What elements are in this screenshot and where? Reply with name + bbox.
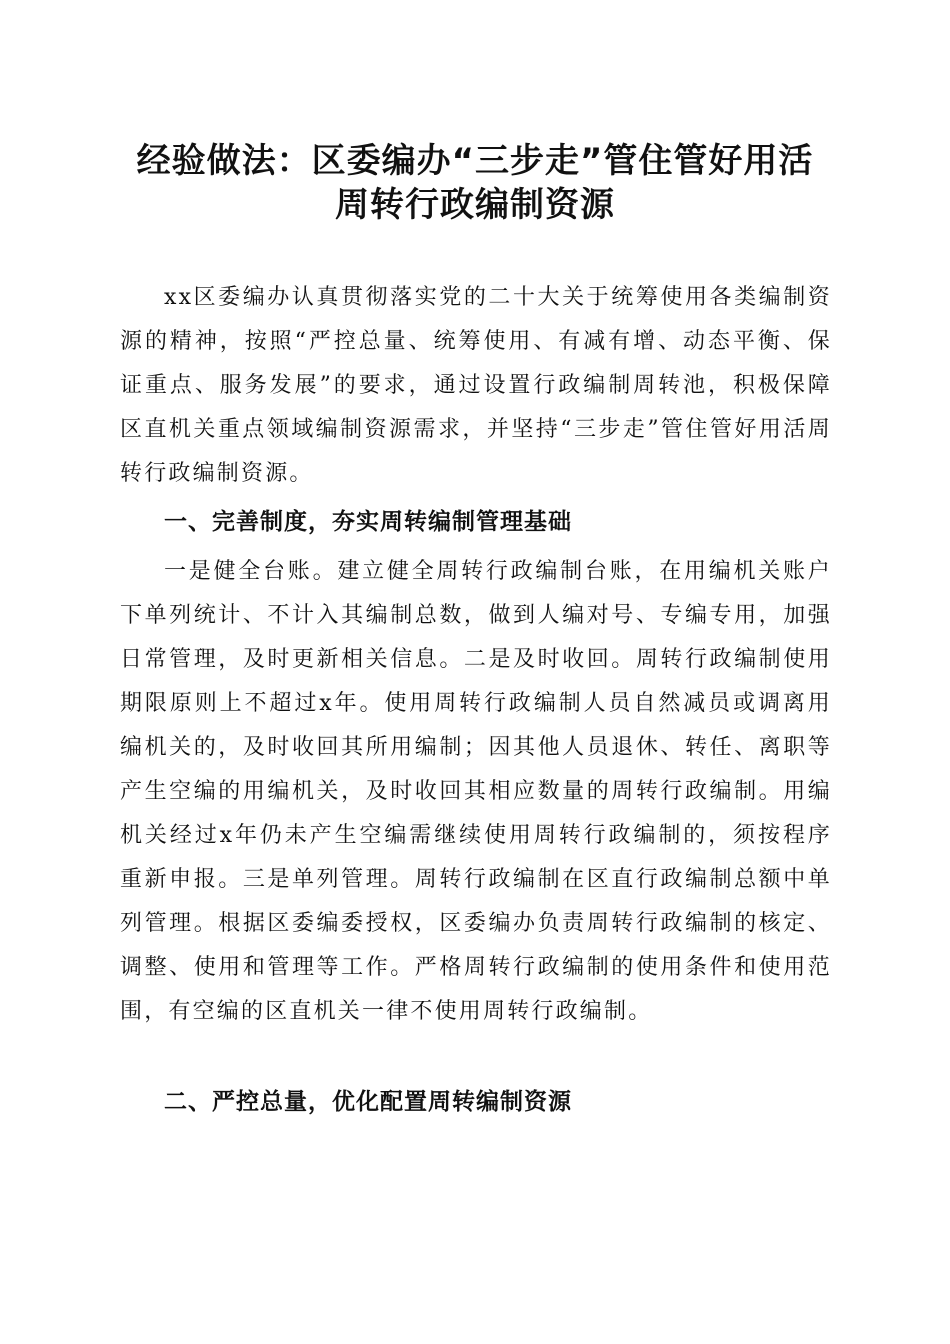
document-title-line1: 经验做法：区委编办“三步走”管住管好用活 <box>136 141 814 181</box>
section1-heading: 一、完善制度，夯实周转编制管理基础 <box>164 509 572 535</box>
section1-paragraph <box>120 550 832 1034</box>
section2-heading: 二、严控总量，优化配置周转编制资源 <box>164 1089 572 1115</box>
section1-lead-phrase: 一是健全台账。 <box>164 559 338 584</box>
intro-paragraph: xx区委编办认真贯彻落实党的二十大关于统筹使用各类编制资源的精神，按照“严控总量、统筹使用、有减有增、动态平衡、保证重点、服务发展”的要求，通过设置行政编制周转池，积极保障区直机关重点领域编制资源需求，并坚持“三步走”管住管好用活周转行政编制资源。 <box>120 285 832 486</box>
document-title-line2: 周转行政编制资源 <box>335 185 615 225</box>
section1-body-text: 建立健全周转行政编制台账，在用编机关账户下单列统计、不计入其编制总数，做到人编对号、专编专用，加强日常管理，及时更新相关信息。二是及时收回。周转行政编制使用期限原则上不超过x年。使用周转行政编制人员自然减员或调离用编机关的，及时收回其所用编制；因其他人员退休、转任、离职等产生空编的用编机关，及时收回其相应数量的周转行政编制。用编机关经过x年仍未产生空编需继续使用周转行政编制的，须按程序重新申报。三是单列管理。周转行政编制在区直行政编制总额中单列管理。根据区委编委授权，区委编办负责周转行政编制的核定、调整、使用和管理等工作。严格周转行政编制的使用条件和使用范围，有空编的区直机关一律不使用周转行政编制。 <box>120 559 832 1024</box>
